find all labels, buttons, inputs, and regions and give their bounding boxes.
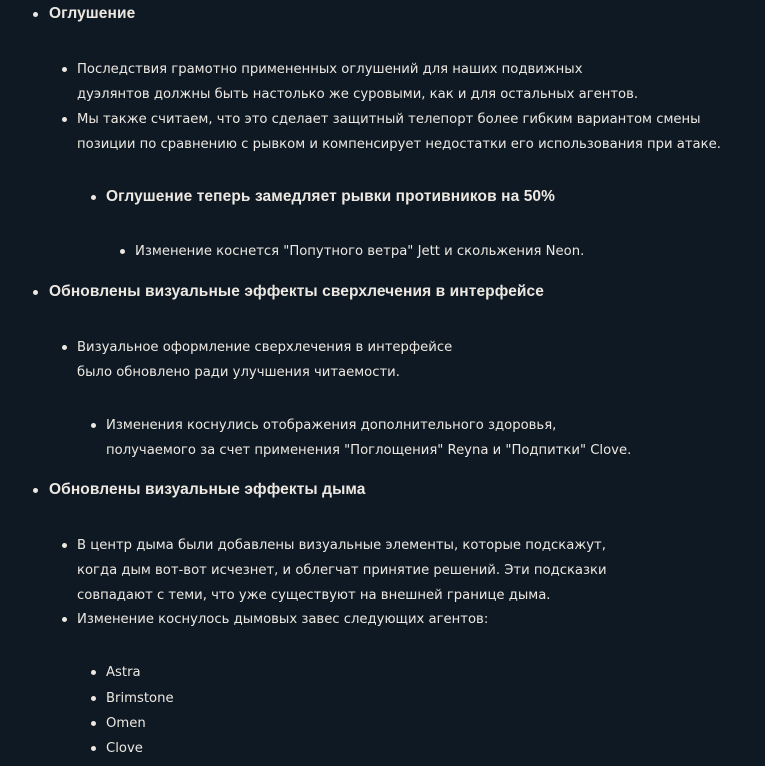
bullet-dot [62,617,67,622]
stun-point-2-line-2: позиции по сравнению с рывком и компенсирует недостатки его использования при атаке. [77,137,721,152]
overheal-subpoint-line-1: Изменения коснулись отображения дополнительного здоровья, [106,418,557,433]
stun-point-1 [77,57,638,107]
bullet-dot [91,195,96,200]
stun-point-2-line-1: Мы также считаем, что это сделает защитный телепорт более гибким вариантом смены [77,112,701,127]
bullet-dot [91,746,96,751]
bullet-dot [33,12,38,17]
stun-subpoint: Изменение коснется "Попутного ветра" Jett и скольжения Neon. [135,244,585,259]
section-heading-overheal: Обновлены визуальные эффекты сверхлечения в интерфейсе [49,283,544,300]
bullet-dot [33,488,38,493]
section-heading-stun: Оглушение [49,5,136,22]
bullet-dot [91,696,96,701]
bullet-dot [91,670,96,675]
agent-clove: Clove [106,741,143,756]
bullet-dot [62,67,67,72]
bullet-dot [62,543,67,548]
stun-point-1-line-1: Последствия грамотно примененных оглушений для наших подвижных [77,62,583,77]
bullet-dot [91,423,96,428]
overheal-point-1-line-2: было обновлено ради улучшения читаемости. [77,365,400,380]
section-heading-smoke: Обновлены визуальные эффекты дыма [49,481,366,498]
stun-point-2 [77,107,721,157]
smoke-point-2: Изменение коснулось дымовых завес следующих агентов: [77,612,489,627]
overheal-point-1-line-1: Визуальное оформление сверхлечения в интерфейсе [77,340,453,355]
smoke-point-1-line-3: совпадают с теми, что уже существуют на внешней границе дыма. [77,588,551,603]
bullet-dot [120,249,125,254]
overheal-subpoint [106,413,631,463]
bullet-dot [91,721,96,726]
overheal-point-1 [77,335,452,385]
agent-omen: Omen [106,716,146,731]
stun-point-1-line-2: дуэлянтов должны быть настолько же суровыми, как и для остальных агентов. [77,87,639,102]
overheal-subpoint-line-2: получаемого за счет применения "Поглощения" Reyna и "Подпитки" Clove. [106,443,632,458]
smoke-point-1 [77,533,607,608]
bullet-dot [62,345,67,350]
agent-brimstone: Brimstone [106,691,174,706]
smoke-point-1-line-1: В центр дыма были добавлены визуальные элементы, которые подскажут, [77,538,606,553]
bullet-dot [33,290,38,295]
bullet-dot [62,117,67,122]
smoke-point-1-line-2: когда дым вот-вот исчезнет, и облегчат принятие решений. Эти подсказки [77,563,607,578]
stun-subheading: Оглушение теперь замедляет рывки противников на 50% [106,188,556,205]
agent-astra: Astra [106,665,141,680]
